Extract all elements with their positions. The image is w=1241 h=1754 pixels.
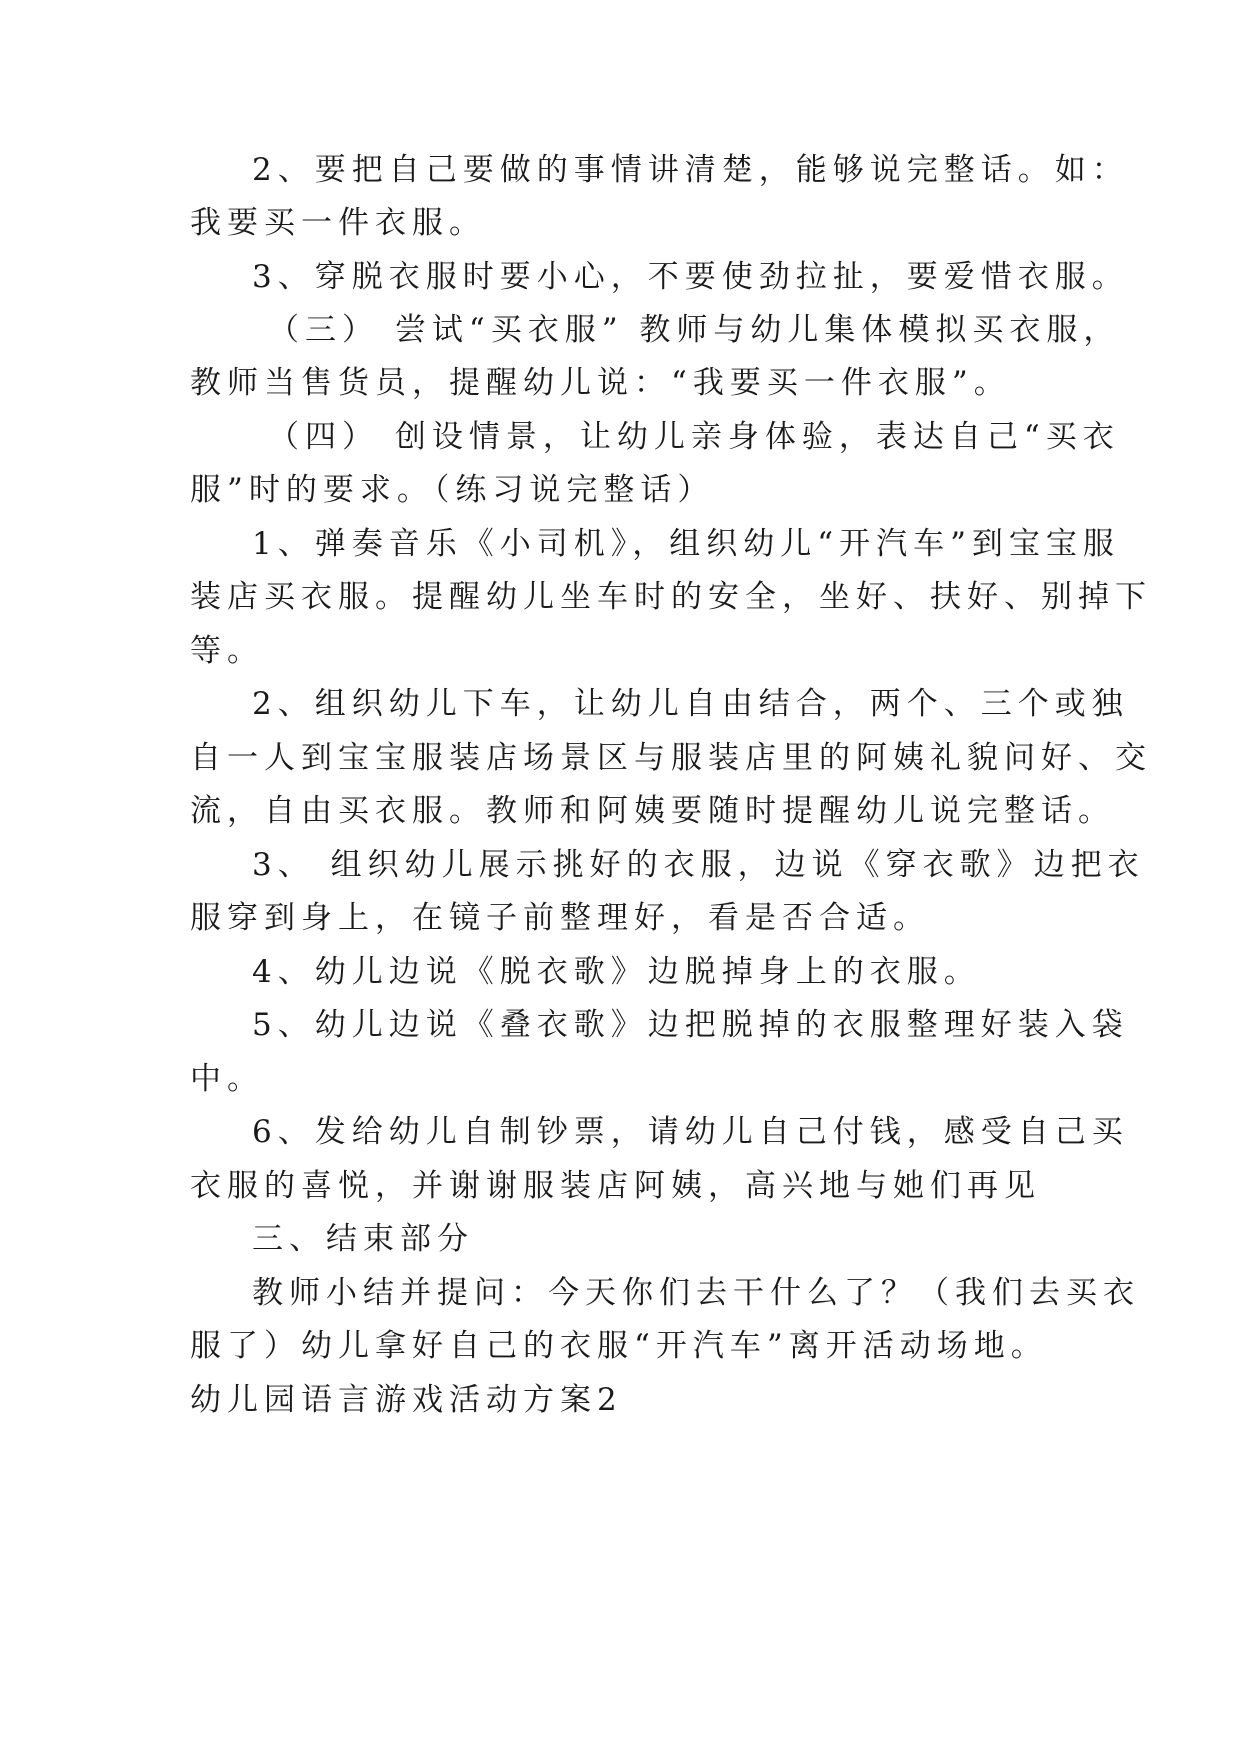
paragraph-line: 3、穿脱衣服时要小心，不要使劲拉扯，要爱惜衣服。 <box>252 259 1129 295</box>
paragraph-line: （四） 创设情景，让幼儿亲身体验，表达自己“买衣 <box>268 419 1120 455</box>
document-title: 幼儿园语言游戏活动方案2 <box>190 1382 623 1418</box>
paragraph-line: 6、发给幼儿自制钞票，请幼儿自己付钱，感受自己买 <box>252 1114 1129 1150</box>
paragraph-line: 我要买一件衣服。 <box>190 205 486 241</box>
paragraph-line: 1、弹奏音乐《小司机》，组织幼儿“开汽车”到宝宝服 <box>252 526 1120 562</box>
paragraph-line: 中。 <box>190 1061 264 1097</box>
paragraph-line: 装店买衣服。提醒幼儿坐车时的安全，坐好、扶好、别掉下 <box>190 579 1152 615</box>
paragraph-line: 2、组织幼儿下车，让幼儿自由结合，两个、三个或独 <box>252 686 1129 722</box>
paragraph-line: 服了）幼儿拿好自己的衣服“开汽车”离开活动场地。 <box>190 1328 1048 1364</box>
paragraph-line: 教师小结并提问：今天你们去干什么了？（我们去买衣 <box>252 1275 1140 1311</box>
paragraph-line: 服”时的要求。（练习说完整话） <box>190 472 715 508</box>
paragraph-line: 2、要把自己要做的事情讲清楚，能够说完整话。如： <box>252 152 1129 188</box>
paragraph-line: 5、幼儿边说《叠衣歌》边把脱掉的衣服整理好装入袋 <box>252 1007 1129 1043</box>
paragraph-line: 自一人到宝宝服装店场景区与服装店里的阿姨礼貌问好、交 <box>190 740 1152 776</box>
paragraph-line: 教师当售货员，提醒幼儿说：“我要买一件衣服”。 <box>190 365 1011 401</box>
paragraph-line: 服穿到身上，在镜子前整理好，看是否合适。 <box>190 900 930 936</box>
paragraph-line: 衣服的喜悦，并谢谢服装店阿姨，高兴地与她们再见 <box>190 1168 1041 1204</box>
paragraph-line: 流，自由买衣服。教师和阿姨要随时提醒幼儿说完整话。 <box>190 793 1115 829</box>
paragraph-line: 等。 <box>190 633 264 669</box>
paragraph-line: 4、幼儿边说《脱衣歌》边脱掉身上的衣服。 <box>252 954 981 990</box>
section-heading: 三、结束部分 <box>252 1221 474 1257</box>
paragraph-line: 3、 组织幼儿展示挑好的衣服，边说《穿衣歌》边把衣 <box>252 847 1145 883</box>
paragraph-line: （三） 尝试“买衣服” 教师与幼儿集体模拟买衣服， <box>268 312 1121 348</box>
